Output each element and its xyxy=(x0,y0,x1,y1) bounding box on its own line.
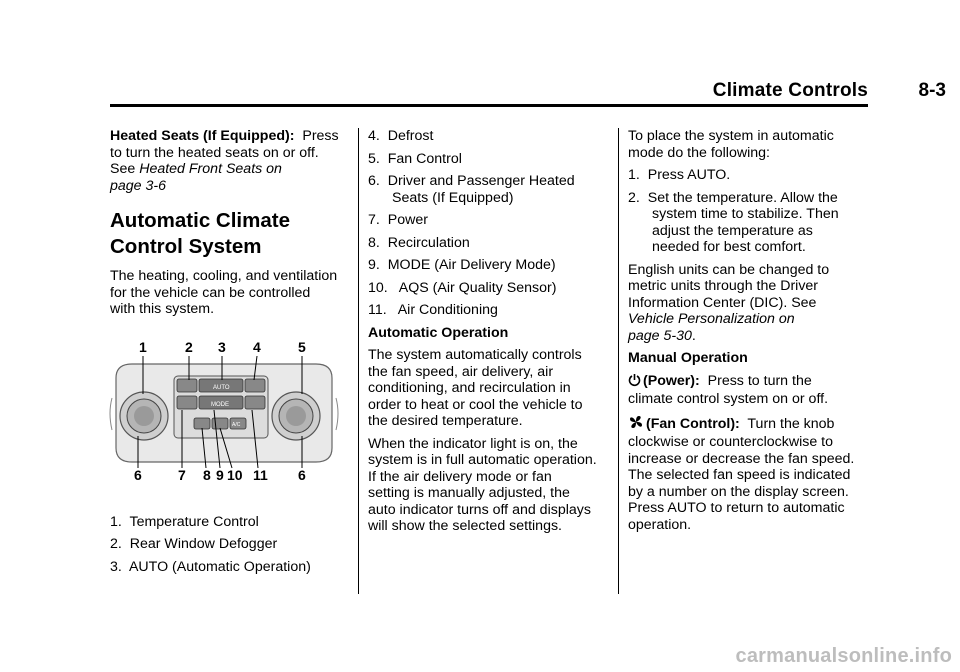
list-num: 4. xyxy=(368,128,380,144)
text-line: conditioning, and recirculation in xyxy=(368,380,571,396)
list-item xyxy=(368,302,612,319)
intro-line: The heating, cooling, and ventilation xyxy=(110,268,338,284)
callout-8: 8 xyxy=(203,466,211,483)
list-text: Driver and Passenger Heated xyxy=(387,173,575,189)
text-line: To place the system in automatic xyxy=(628,128,834,144)
callout-1: 1 xyxy=(139,338,147,355)
text-line: Turn the knob xyxy=(747,415,835,432)
list-num: 1. xyxy=(110,513,122,530)
callout-2: 2 xyxy=(185,338,193,355)
list-text: Temperature Control xyxy=(129,513,259,530)
list-text: Power xyxy=(387,212,428,228)
text-line: auto indicator turns off and displays xyxy=(368,501,591,518)
list-text: Recirculation xyxy=(387,234,470,251)
step-num: 1. xyxy=(628,167,640,183)
manual-operation-heading: Manual Operation xyxy=(628,350,748,366)
list-text: Rear Window Defogger xyxy=(129,536,278,552)
fan-paragraph xyxy=(628,414,874,534)
intro-paragraph xyxy=(110,268,350,318)
step-text: system time to stabilize. Then xyxy=(652,206,839,222)
column-divider-2 xyxy=(618,128,619,594)
fan-label: (Fan Control): xyxy=(646,415,740,432)
list-item xyxy=(110,559,350,576)
step-num: 2. xyxy=(628,189,640,206)
text-line: The selected fan speed is indicated xyxy=(628,467,851,483)
list-item xyxy=(110,536,350,553)
section-heading xyxy=(110,208,350,260)
column-3 xyxy=(628,128,874,539)
list-text: Air Conditioning xyxy=(397,302,498,318)
climate-panel-figure xyxy=(102,338,342,502)
text-line: by a number on the display screen. xyxy=(628,483,849,500)
callout-4: 4 xyxy=(253,338,261,355)
text-line: If the air delivery mode or fan xyxy=(368,468,552,485)
heated-seats-text: Press xyxy=(302,128,339,144)
step-text: needed for best comfort. xyxy=(652,239,806,255)
power-icon xyxy=(628,373,641,392)
text-line: clockwise or counterclockwise to xyxy=(628,434,834,450)
list-text: Defrost xyxy=(387,128,434,144)
list-text: AQS (Air Quality Sensor) xyxy=(398,279,557,296)
text-line: Press to turn the xyxy=(707,372,812,389)
list-num: 8. xyxy=(368,234,380,251)
list-num: 11. xyxy=(368,302,387,318)
text-line: climate control system on or off. xyxy=(628,391,829,407)
list-num: 5. xyxy=(368,150,380,167)
vehicle-personalization-ref[interactable]: Vehicle Personalization on xyxy=(628,311,795,327)
list-item xyxy=(110,514,350,531)
list-text: Fan Control xyxy=(387,150,462,167)
climate-panel-illustration xyxy=(102,338,342,502)
automatic-operation-paragraph xyxy=(368,347,612,430)
step-text: Set the temperature. Allow the xyxy=(647,189,838,206)
heading-line-1: Automatic Climate xyxy=(110,209,290,232)
text-line: increase or decrease the fan speed. xyxy=(628,450,855,467)
power-paragraph xyxy=(628,373,874,408)
list-num: 6. xyxy=(368,173,380,189)
list-num: 2. xyxy=(110,536,122,552)
text-line: When the indicator light is on, the xyxy=(368,435,578,452)
text-line: system is in full automatic operation. xyxy=(368,452,597,468)
step-item xyxy=(628,167,874,184)
list-num: 7. xyxy=(368,212,380,228)
heated-seats-see: See xyxy=(110,161,136,177)
ac-panel-label: A/C xyxy=(232,421,241,428)
automatic-mode-intro xyxy=(628,128,874,161)
list-item xyxy=(368,257,612,274)
text-line: English units can be changed to xyxy=(628,261,830,278)
heading-line-2: Control System xyxy=(110,235,262,258)
step-item xyxy=(628,190,874,256)
callout-6-right: 6 xyxy=(298,466,306,483)
text-line: will show the selected settings. xyxy=(368,518,562,534)
page-number: 8-3 xyxy=(918,80,946,101)
auto-panel-label: AUTO xyxy=(213,384,230,391)
list-item xyxy=(368,128,612,145)
list-num: 10. xyxy=(368,279,388,296)
text-line: mode do the following: xyxy=(628,144,770,161)
section-title: Climate Controls xyxy=(712,80,868,101)
period: . xyxy=(691,327,696,344)
heated-seats-text-2: to turn the heated seats on or off. xyxy=(110,144,319,161)
automatic-operation-heading: Automatic Operation xyxy=(368,324,509,341)
list-item xyxy=(368,173,612,206)
list-item xyxy=(368,212,612,229)
callout-11: 11 xyxy=(253,466,268,483)
list-num: 3. xyxy=(110,558,122,575)
list-item xyxy=(368,151,612,168)
list-item xyxy=(368,235,612,252)
mode-panel-label: MODE xyxy=(211,401,229,408)
watermark: carmanualsonline.info xyxy=(735,645,952,667)
column-2 xyxy=(368,128,612,541)
callout-9: 9 xyxy=(216,466,224,483)
heated-seats-ref-page[interactable]: page 3-6 xyxy=(110,177,167,194)
heated-seats-paragraph xyxy=(110,128,350,194)
power-label: (Power): xyxy=(643,372,700,389)
header-rule xyxy=(110,104,868,107)
fan-icon xyxy=(628,414,644,435)
text-line: the fan speed, air delivery, air xyxy=(368,363,554,380)
callout-5: 5 xyxy=(298,338,306,355)
vehicle-personalization-ref-page[interactable]: page 5-30 xyxy=(628,327,692,344)
text-line: metric units through the Driver xyxy=(628,278,819,294)
column-divider-1 xyxy=(358,128,359,594)
heated-seats-label: Heated Seats (If Equipped): xyxy=(110,128,295,144)
text-line: Press AUTO to return to automatic xyxy=(628,500,845,516)
text-line: operation. xyxy=(628,516,692,533)
callout-3: 3 xyxy=(218,338,226,355)
text-line: setting is manually adjusted, the xyxy=(368,485,570,501)
list-item xyxy=(368,280,612,297)
heated-seats-ref[interactable]: Heated Front Seats on xyxy=(139,161,282,177)
callout-10: 10 xyxy=(227,466,243,483)
units-paragraph xyxy=(628,262,874,345)
step-text: adjust the temperature as xyxy=(652,222,813,239)
intro-line: for the vehicle can be controlled xyxy=(110,284,311,301)
text-line: order to heat or cool the vehicle to xyxy=(368,396,583,413)
list-num: 9. xyxy=(368,257,380,273)
callout-7: 7 xyxy=(178,466,186,483)
callout-6-left: 6 xyxy=(134,466,142,483)
step-text: Press AUTO. xyxy=(647,167,731,183)
intro-line: with this system. xyxy=(110,301,215,317)
column-1 xyxy=(110,128,350,581)
text-line: The system automatically controls xyxy=(368,347,582,363)
list-text: AUTO (Automatic Operation) xyxy=(128,558,311,575)
list-text-cont: Seats (If Equipped) xyxy=(392,189,514,206)
indicator-paragraph xyxy=(368,436,612,535)
text-line: Information Center (DIC). See xyxy=(628,294,817,311)
list-text: MODE (Air Delivery Mode) xyxy=(387,257,556,273)
text-line: the desired temperature. xyxy=(368,413,523,429)
